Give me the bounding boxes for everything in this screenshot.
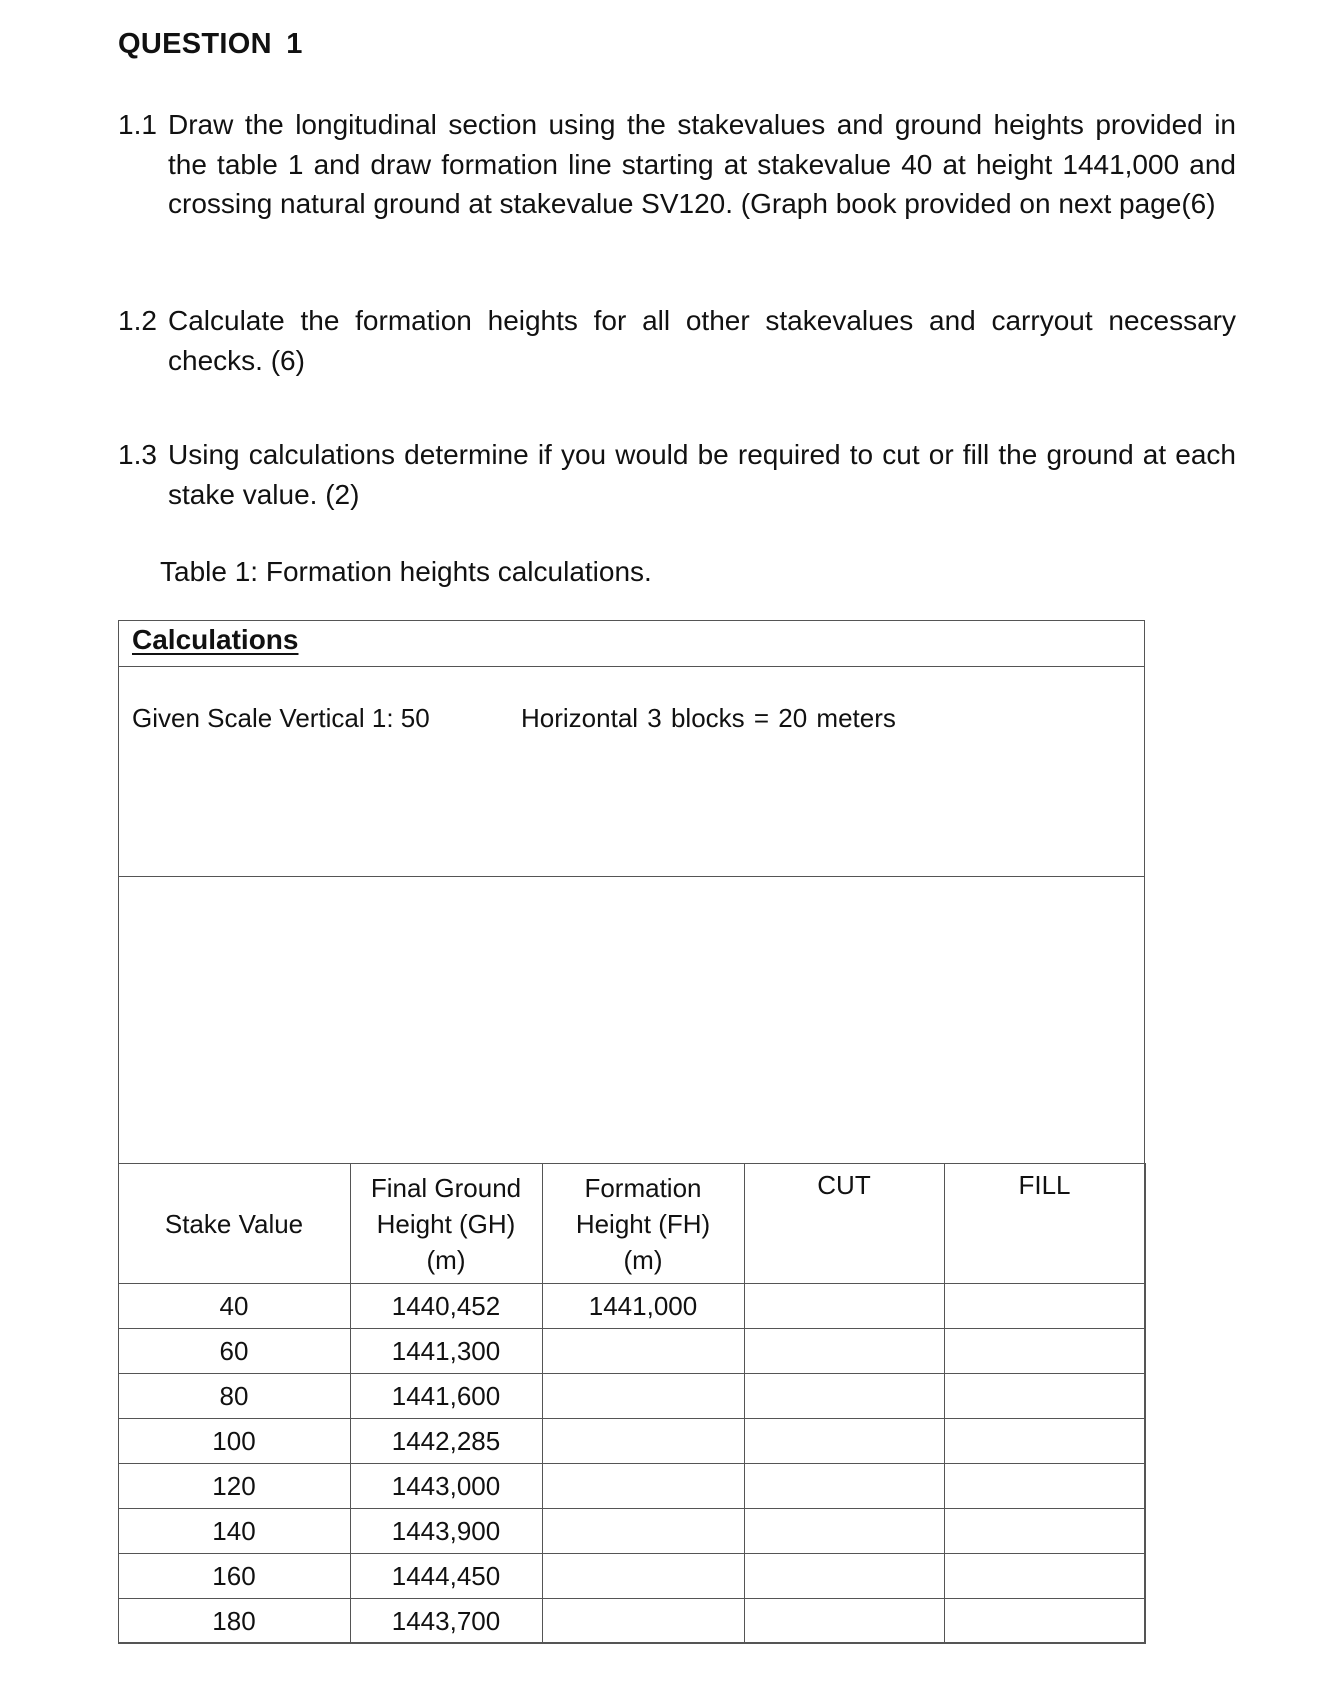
formation-height-cell[interactable] (542, 1329, 744, 1374)
fill-cell[interactable] (944, 1374, 1145, 1419)
fill-cell[interactable] (944, 1464, 1145, 1509)
fill-cell[interactable] (944, 1599, 1145, 1644)
ground-height-cell: 1441,300 (350, 1329, 542, 1374)
header-fill: FILL (944, 1164, 1145, 1284)
stake-value-cell: 80 (118, 1374, 350, 1419)
question-number: 1.1 (118, 109, 157, 140)
question-number: 1.3 (118, 439, 157, 470)
formation-height-cell[interactable] (542, 1509, 744, 1554)
calculations-title: Calculations (132, 624, 299, 655)
formation-height-cell[interactable] (542, 1419, 744, 1464)
stake-value-cell: 120 (118, 1464, 350, 1509)
header-cut: CUT (744, 1164, 944, 1284)
stake-value-cell: 160 (118, 1554, 350, 1599)
header-line: Height (GH) (376, 1208, 516, 1239)
header-ground-height (350, 1164, 542, 1284)
working-space[interactable] (119, 877, 1144, 1164)
header-line: Formation (584, 1172, 702, 1203)
table-row (118, 1509, 1145, 1554)
calculations-frame (118, 620, 1145, 1643)
horizontal-scale: Horizontal 3 blocks = 20 meters (521, 703, 896, 733)
vertical-scale: Given Scale Vertical 1: 50 (132, 703, 430, 733)
table-row (118, 1464, 1145, 1509)
header-line: (m) (623, 1244, 663, 1275)
question-1-1 (118, 105, 1236, 224)
stake-value-cell: 40 (118, 1284, 350, 1329)
header-line: (m) (426, 1244, 466, 1275)
header-stake-value: Stake Value (118, 1164, 350, 1284)
fill-cell[interactable] (944, 1554, 1145, 1599)
table-header-row (118, 1164, 1145, 1284)
question-heading: QUESTION 1 (118, 28, 303, 60)
table-row (118, 1554, 1145, 1599)
scale-box (119, 667, 1144, 877)
ground-height-cell: 1444,450 (350, 1554, 542, 1599)
ground-height-cell: 1442,285 (350, 1419, 542, 1464)
header-formation-height (542, 1164, 744, 1284)
cut-cell[interactable] (744, 1419, 944, 1464)
fill-cell[interactable] (944, 1509, 1145, 1554)
fill-cell[interactable] (944, 1284, 1145, 1329)
stake-value-cell: 100 (118, 1419, 350, 1464)
question-1-3 (118, 435, 1236, 514)
formation-heights-table (118, 1163, 1146, 1644)
formation-height-cell[interactable]: 1441,000 (542, 1284, 744, 1329)
ground-height-cell: 1440,452 (350, 1284, 542, 1329)
cut-cell[interactable] (744, 1464, 944, 1509)
ground-height-cell: 1443,900 (350, 1509, 542, 1554)
cut-cell[interactable] (744, 1284, 944, 1329)
table-caption: Table 1: Formation heights calculations. (160, 556, 652, 587)
formation-height-cell[interactable] (542, 1599, 744, 1644)
question-1-2 (118, 301, 1236, 380)
question-text: Using calculations determine if you would be required to cut or fill the ground at each stake value. (2) (168, 439, 1236, 510)
cut-cell[interactable] (744, 1509, 944, 1554)
table-row (118, 1284, 1145, 1329)
ground-height-cell: 1443,700 (350, 1599, 542, 1644)
question-text: Draw the longitudinal section using the stakevalues and ground heights provided in the table 1 and draw formation line starting at stakevalue 40 at height 1441,000 and crossing natural ground at stakevalue SV120. (Graph book provided on next page(6) (168, 109, 1236, 219)
cut-cell[interactable] (744, 1599, 944, 1644)
table-row (118, 1419, 1145, 1464)
stake-value-cell: 140 (118, 1509, 350, 1554)
header-line: Height (FH) (575, 1208, 711, 1239)
fill-cell[interactable] (944, 1329, 1145, 1374)
question-text: Calculate the formation heights for all other stakevalues and carryout necessary checks. (6) (168, 305, 1236, 376)
formation-height-cell[interactable] (542, 1554, 744, 1599)
ground-height-cell: 1441,600 (350, 1374, 542, 1419)
cut-cell[interactable] (744, 1554, 944, 1599)
table-row (118, 1374, 1145, 1419)
header-line: Final Ground (370, 1172, 522, 1203)
formation-height-cell[interactable] (542, 1374, 744, 1419)
formation-height-cell[interactable] (542, 1464, 744, 1509)
cut-cell[interactable] (744, 1374, 944, 1419)
stake-value-cell: 60 (118, 1329, 350, 1374)
cut-cell[interactable] (744, 1329, 944, 1374)
ground-height-cell: 1443,000 (350, 1464, 542, 1509)
table-row (118, 1599, 1145, 1644)
question-number: 1.2 (118, 305, 157, 336)
stake-value-cell: 180 (118, 1599, 350, 1644)
table-row (118, 1329, 1145, 1374)
calculations-header (119, 621, 1144, 667)
fill-cell[interactable] (944, 1419, 1145, 1464)
